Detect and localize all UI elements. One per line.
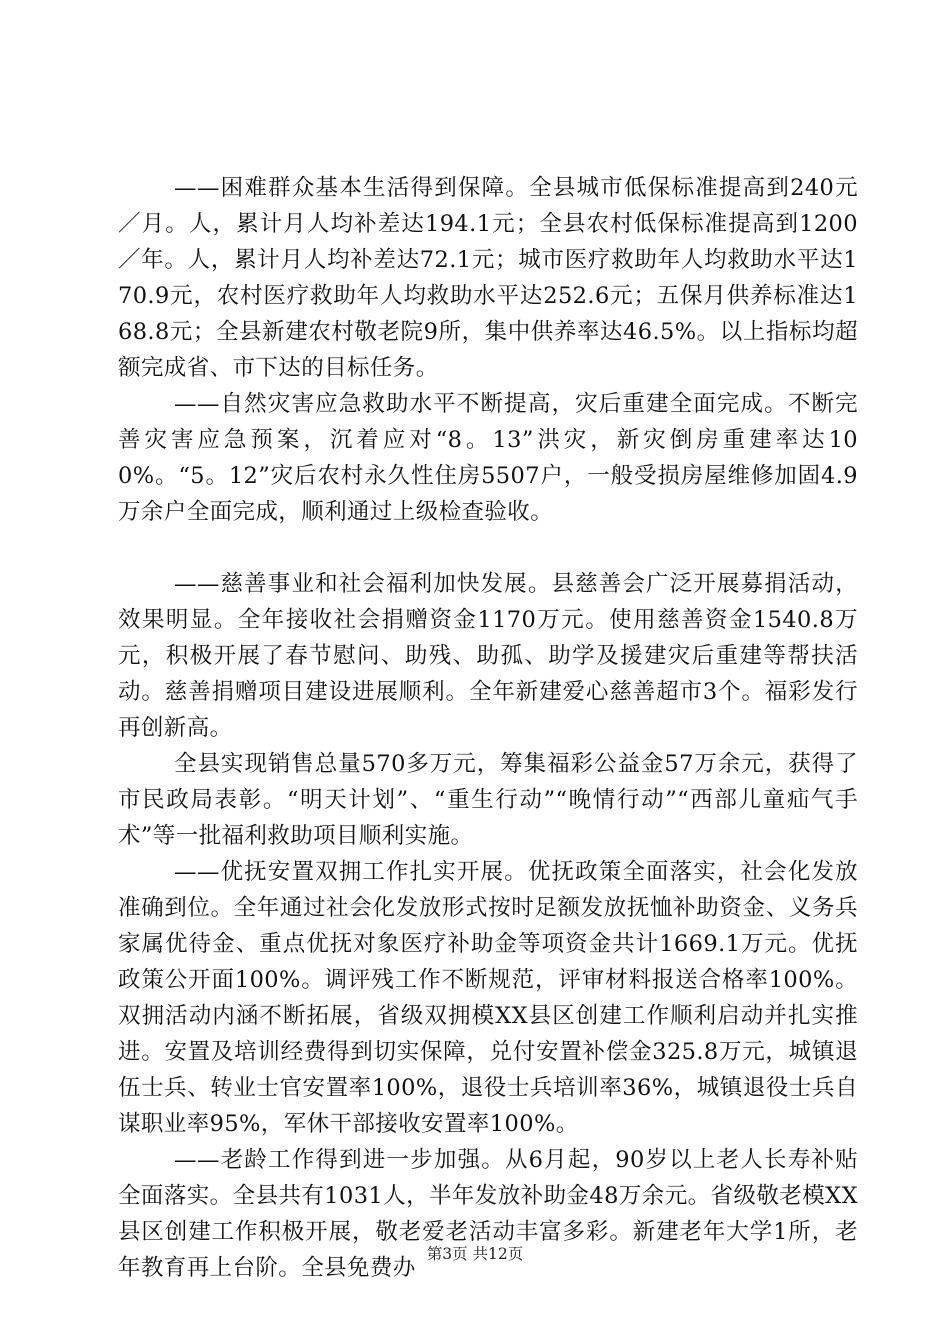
paragraph-veterans-support: ——优抚安置双拥工作扎实开展。优抚政策全面落实，社会化发放准确到位。全年通过社会化发放形式按时足额发放抚恤补助资金、义务兵家属优待金、重点优抚对象医疗补助金等项资金共计1669.1万元。优抚政策公开面100%。调评残工作不断规范，评审材料报送合格率100%。双拥活动内涵不断拓展，省级双拥模XX县区创建工作顺利启动并扎实推进。安置及培训经费得到切实保障，兑付安置补偿金325.8万元，城镇退伍士兵、转业士官安置率100%，退役士兵培训率36%，城镇退役士兵自谋职业率95%，军休干部接收安置率100%。 <box>118 859 858 1137</box>
document-body <box>118 170 858 1286</box>
paragraph-disaster-relief: ——自然灾害应急救助水平不断提高，灾后重建全面完成。不断完善灾害应急预案，沉着应对“8。13”洪灾，新灾倒房重建率达100%。“5。12”灾后农村永久性住房5507户，一般受损房屋维修加固4.9万余户全面完成，顺利通过上级检查验收。 <box>118 391 858 525</box>
paragraph-elderly-work: ——老龄工作得到进一步加强。从6月起，90岁以上老人长寿补贴全面落实。全县共有1031人，半年发放补助金48万余元。省级敬老模XX县区创建工作积极开展，敬老爱老活动丰富多彩。新建老年大学1所，老年教育再上台阶。全县免费办 <box>118 1147 858 1281</box>
paragraph-lottery-sales: 全县实现销售总量570多万元，筹集福彩公益金57万余元，获得了市民政局表彰。“明天计划”、“重生行动”“晚情行动”“西部儿童疝气手术”等一批福利救助项目顺利实施。 <box>118 751 858 849</box>
paragraph-poverty-relief: ——困难群众基本生活得到保障。全县城市低保标准提高到240元／月。人，累计月人均补差达194.1元；全县农村低保标准提高到1200／年。人，累计月人均补差达72.1元；城市医疗救助年人均救助水平达170.9元，农村医疗救助年人均救助水平达252.6元；五保月供养标准达168.8元；全县新建农村敬老院9所，集中供养率达46.5%。以上指标均超额完成省、市下达的目标任务。 <box>118 175 858 381</box>
page-number-footer: 第3页 共12页 <box>426 1245 524 1263</box>
paragraph-charity-welfare: ——慈善事业和社会福利加快发展。县慈善会广泛开展募捐活动，效果明显。全年接收社会捐赠资金1170万元。使用慈善资金1540.8万元，积极开展了春节慰问、助残、助孤、助学及援建灾后重建等帮扶活动。慈善捐赠项目建设进展顺利。全年新建爱心慈善超市3个。福彩发行再创新高。 <box>118 571 858 741</box>
